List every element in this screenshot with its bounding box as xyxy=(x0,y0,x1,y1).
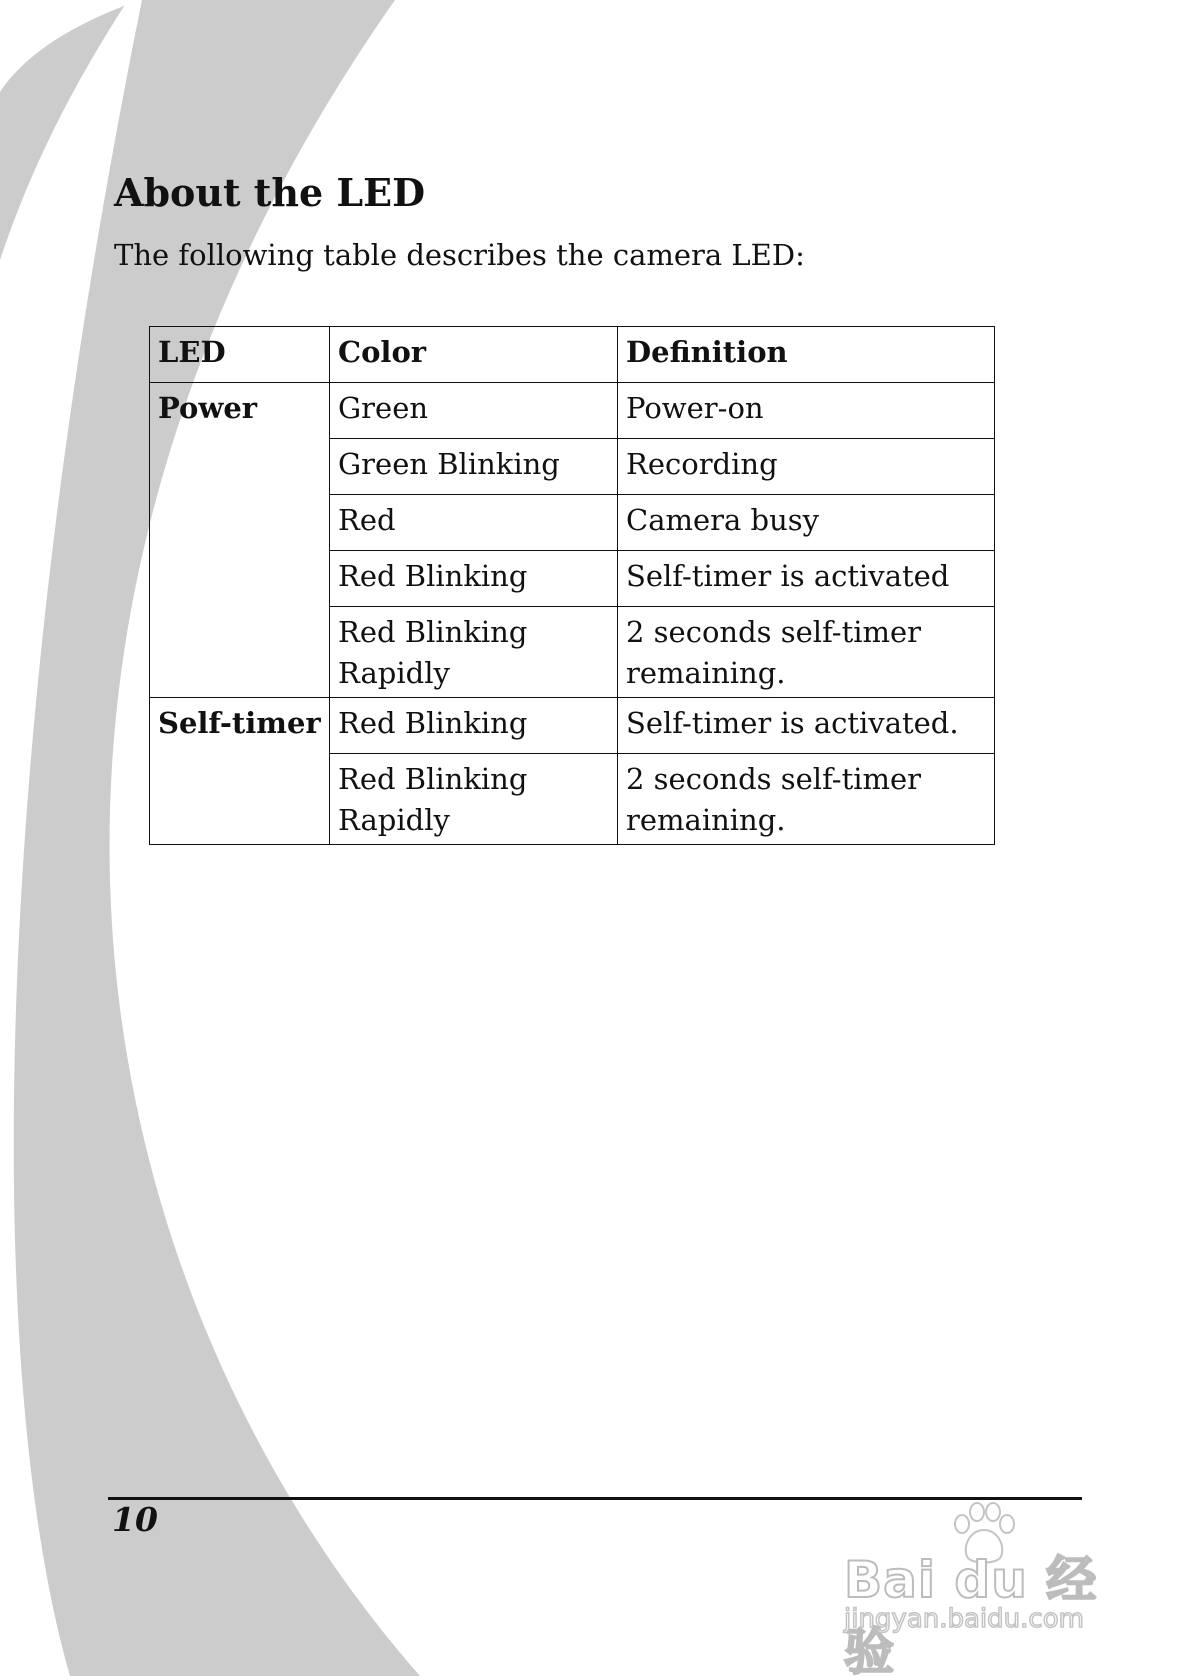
definition-text: 2 seconds self-timer xyxy=(626,762,922,797)
color-text: Red Blinking xyxy=(338,559,528,593)
color-text: Red Blinking xyxy=(338,615,528,649)
color-text: Red Blinking xyxy=(338,762,528,797)
color-cell xyxy=(330,551,618,607)
header-led: LED xyxy=(150,327,330,383)
led-name-power: Power xyxy=(150,383,330,698)
color-cell xyxy=(330,698,618,754)
header-definition: Definition xyxy=(618,327,995,383)
definition-text: Recording xyxy=(626,447,778,481)
led-table xyxy=(149,326,995,845)
definition-text: remaining. xyxy=(626,802,786,837)
definition-cell xyxy=(618,383,995,439)
definition-text: Camera busy xyxy=(626,503,820,537)
color-cell xyxy=(330,495,618,551)
section-heading: About the LED xyxy=(114,170,426,215)
definition-cell xyxy=(618,551,995,607)
page-number: 10 xyxy=(112,1500,158,1539)
definition-text: Self-timer is activated. xyxy=(626,706,959,741)
color-text: Green Blinking xyxy=(338,447,560,481)
definition-text: Power-on xyxy=(626,391,764,425)
watermark-logo-text: Bai du 经验 xyxy=(844,1551,1098,1676)
table-row xyxy=(150,383,995,439)
definition-text: 2 seconds self-timer xyxy=(626,615,922,649)
table-header-row xyxy=(150,327,995,383)
color-text: Rapidly xyxy=(338,655,450,690)
led-name-self-timer: Self-timer xyxy=(150,698,330,845)
definition-cell xyxy=(618,439,995,495)
color-text: Rapidly xyxy=(338,802,450,837)
definition-cell xyxy=(618,495,995,551)
color-cell xyxy=(330,754,618,845)
definition-cell xyxy=(618,607,995,698)
baidu-watermark xyxy=(844,1500,1114,1676)
definition-cell xyxy=(618,754,995,845)
color-text: Green xyxy=(338,391,429,425)
definition-text: Self-timer is activated xyxy=(626,559,950,593)
color-text: Red xyxy=(338,503,396,537)
intro-paragraph: The following table describes the camera LED: xyxy=(114,238,805,272)
color-text: Red Blinking xyxy=(338,706,528,741)
definition-text: remaining. xyxy=(626,655,786,690)
header-color: Color xyxy=(330,327,618,383)
color-cell xyxy=(330,607,618,698)
watermark-url: jingyan.baidu.com xyxy=(844,1604,1084,1634)
color-cell xyxy=(330,383,618,439)
color-cell xyxy=(330,439,618,495)
definition-cell xyxy=(618,698,995,754)
table-row xyxy=(150,698,995,754)
